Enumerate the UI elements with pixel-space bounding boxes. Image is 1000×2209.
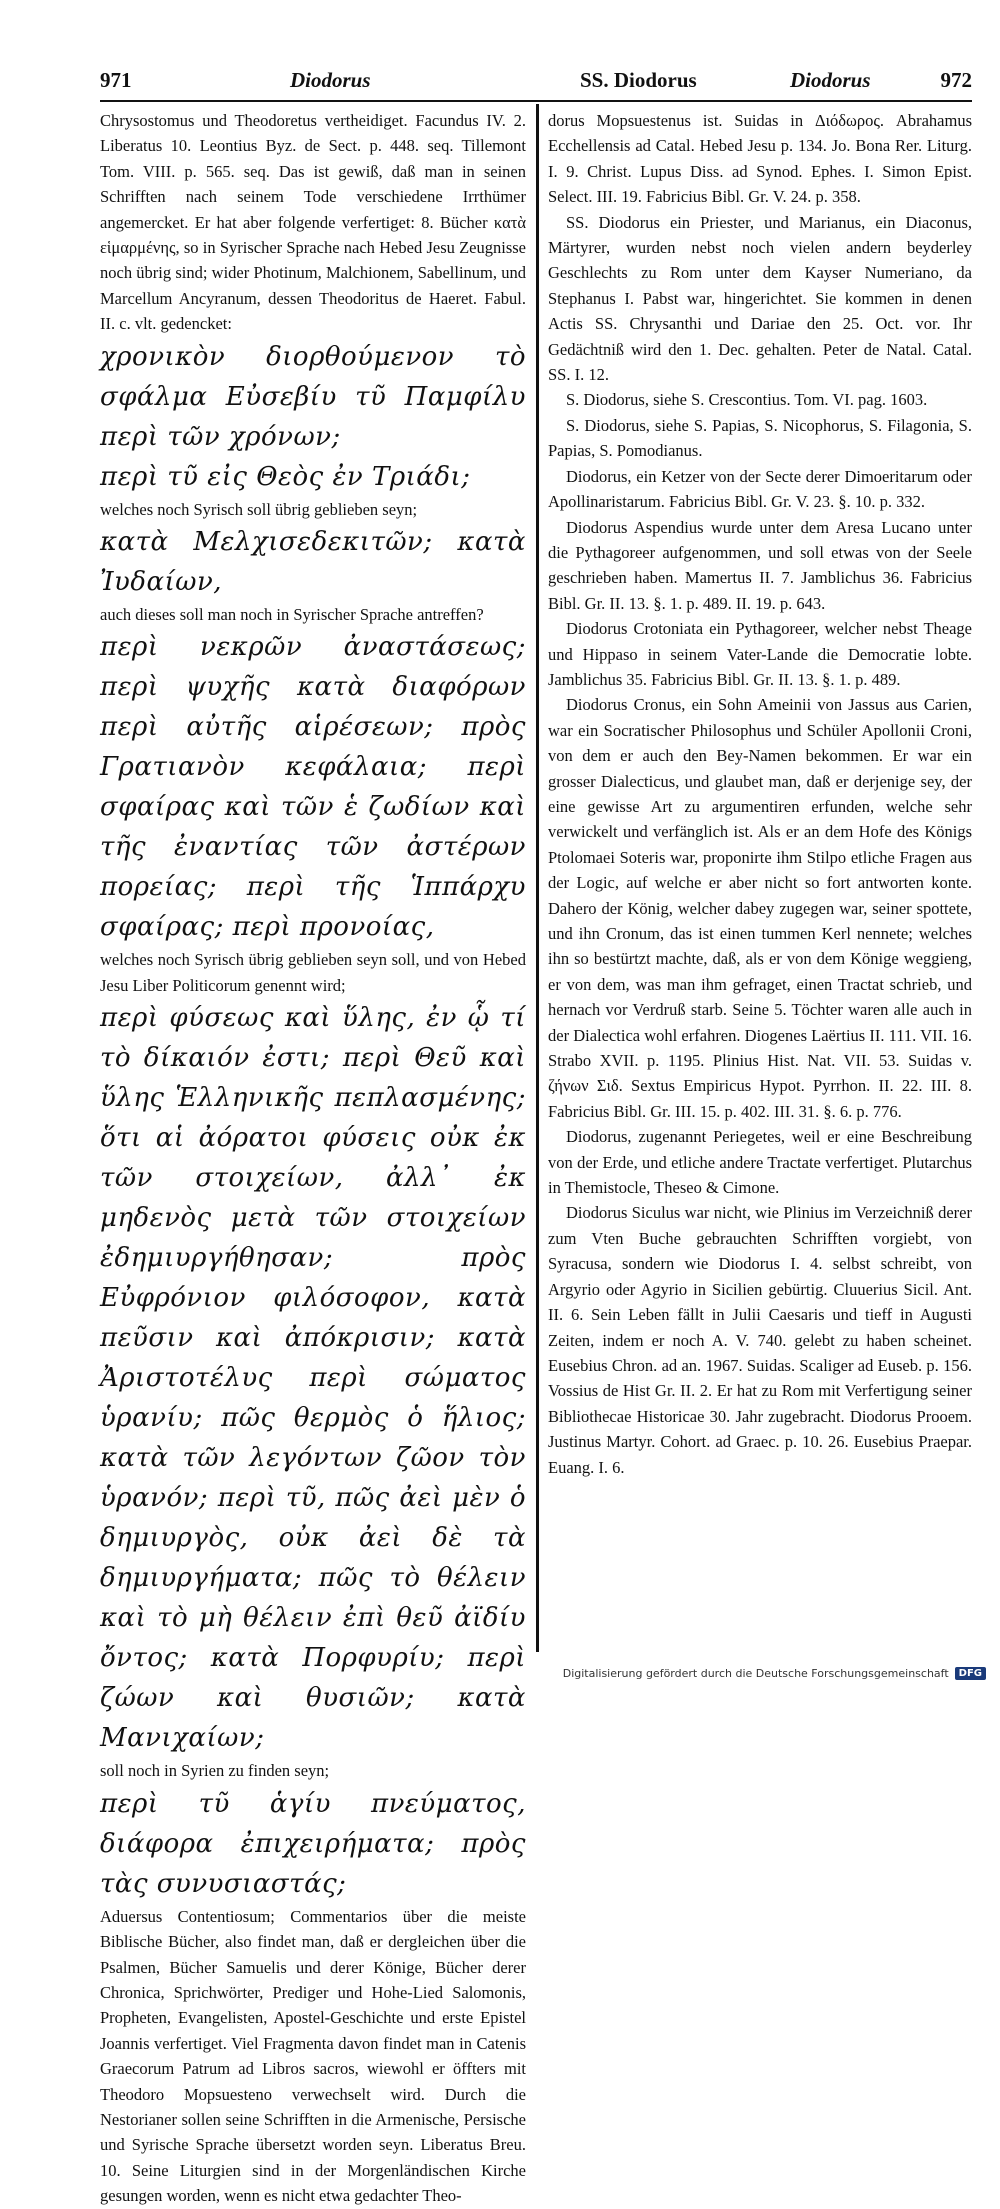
running-title-left: Diodorus	[290, 68, 371, 92]
text-paragraph: Aduersus Contentiosum; Commentarios über die meiste Biblische Bücher, also findet man, daß er dergleichen über die Psalmen, Bücher Samuelis und derer Könige, Bücher derer Chronica, Sprichwörter, Prediger und Hohe-Lied Salomonis, Propheten, Evangelisten, Apostel-Geschichte und erste Epistel Joannis verfertiget. Viel Fragmenta davon findet man in Catenis Graecorum Patrum ad Libros sacros, wiewohl er öffters mit Theodoro Mopsuesteno verwechselt wird. Durch die Nestorianer sollen seine Schrifften in die Armenische, Persische und Syrische Sprache übersetzt worden seyn. Liberatus Breu. 10. Seine Liturgien sind in der Morgenländischen Kirche gesungen worden, wenn es nicht etwa gedachter Theo-	[100, 1906, 526, 2206]
greek-passage: περὶ τῦ ἁγίυ πνεύματος, διάφορα ἐπιχειρήματα; πρὸς τὰς συνυσιαστάς;	[100, 1788, 526, 1899]
left-column	[100, 108, 526, 2206]
text-paragraph: dorus Mopsuestenus ist. Suidas in Διόδωρος. Abrahamus Ecchellensis ad Catal. Hebed Jesu p. 134. Jo. Bona Rer. Liturg. I. 9. Christ. Lupus Diss. ad Synod. Ephes. I. Simon Epist. Select. III. 19. Fabricius Bibl. Gr. V. 24. p. 358.	[548, 111, 972, 207]
page-header	[100, 66, 972, 102]
running-title-right: Diodorus	[790, 68, 871, 92]
dfg-logo: DFG	[955, 1667, 986, 1680]
entry-paragraph: SS. Diodorus ein Priester, und Marianus, ein Diaconus, Märtyrer, wurden nebst noch vielen andern beyderley Geschlechts zu Rom unter dem Kayser Numeriano, da Stephanus I. Pabst war, hingerichtet. Sie kommen in denen Actis SS. Chrysanthi und Dariae den 25. Oct. vor. Ihr Gedächtniß wird den 1. Dec. gehalten. Peter de Natal. Catal. SS. I. 12.	[548, 212, 972, 385]
entry-paragraph: Diodorus Aspendius wurde unter dem Aresa Lucano unter die Pythagoreer aufgenommen, und soll etwas von der Seele geschrieben haben. Mamertus II. 7. Jamblichus 36. Fabricius Bibl. Gr. II. 13. §. 1. p. 489. II. 19. p. 643.	[548, 517, 972, 613]
text-paragraph: welches noch Syrisch übrig geblieben seyn soll, und von Hebed Jesu Liber Politicorum genennt wird;	[100, 950, 526, 995]
entry-paragraph: Diodorus, ein Ketzer von der Secte derer Dimoeritarum oder Apollinaristarum. Fabricius Bibl. Gr. V. 23. §. 10. p. 332.	[548, 466, 972, 512]
column-divider	[536, 104, 539, 1652]
text-paragraph: soll noch in Syrien zu finden seyn;	[100, 1761, 330, 1781]
greek-passage: περὶ νεκρῶν ἀναστάσεως; περὶ ψυχῆς κατὰ διαφόρων περὶ αὐτῆς αἱρέσεων; πρὸς Γρατιανὸν κεφάλαια; περὶ σφαίρας καὶ τῶν ἑ ζωδίων καὶ τῆς ἐναντίας τῶν ἀστέρων πορείας; περὶ τῆς Ἱππάρχυ σφαίρας; περὶ προνοίας,	[100, 632, 526, 943]
entry-paragraph: S. Diodorus, siehe S. Crescontius. Tom. VI. pag. 1603.	[566, 390, 928, 410]
greek-passage: περὶ τῦ εἰς Θεὸς ἐν Τριάδι;	[100, 461, 471, 492]
entry-paragraph: Diodorus, zugenannt Periegetes, weil er eine Beschreibung von der Erde, und etliche andere Tractate verfertiget. Plutarchus in Themistocle, Theseo & Cimone.	[548, 1127, 972, 1198]
text-paragraph: Chrysostomus und Theodoretus vertheidiget. Facundus IV. 2. Liberatus 10. Leontius Byz. de Sect. p. 448. seq. Tillemont Tom. VIII. p. 565. seq. Das ist gewiß, daß man in seinen Schrifften nach seinem Tode verschiedene Irrthümer angemercket. Er hat aber folgende verfertiget: 8. Bücher κατὰ εἱμαρμένης, so in Syrischer Sprache nach Hebed Jesu Zeugnisse noch übrig sind; wider Photinum, Malchionem, Sabellinum, und Marcellum Ancyranum, dessen Theodoritus de Haeret. Fabul. II. c. vlt. gedencket:	[100, 111, 526, 334]
footer-credit: Digitalisierung gefördert durch die Deutsche Forschungsgemeinschaft	[562, 1667, 949, 1680]
greek-passage: κατὰ Μελχισεδεκιτῶν; κατὰ Ἰυδαίων,	[100, 527, 526, 598]
entry-paragraph: Diodorus Siculus war nicht, wie Plinius im Verzeichniß derer zum Vten Buche gebrauchten Schrifften vorgiebt, von Syracusa, sondern wie Diodorus I. 4. selbst schreibt, von Argyrio oder Agyrio in Sicilien gebürtig. Cluuerius Sicil. Ant. II. 6. Sein Leben fällt in Julii Caesaris und tieff in Augusti Zeiten, indem er noch A. V. 740. gelebt zu haben scheinet. Eusebius Chron. ad an. 1967. Suidas. Scaliger ad Euseb. p. 156. Vossius de Hist Gr. II. 2. Er hat zu Rom mit Verfertigung seiner Bibliothecae Historicae 30. Jahr zugebracht. Diodorus Prooem. Justinus Martyr. Cohort. ad Graec. p. 10. 26. Eusebius Praepar. Euang. I. 6.	[548, 1203, 972, 1477]
page-footer	[563, 1667, 986, 1680]
entry-paragraph: S. Diodorus, siehe S. Papias, S. Nicophorus, S. Filagonia, S. Papias, S. Pomodianus.	[548, 415, 972, 461]
right-column	[548, 108, 972, 1648]
page-number-left: 971	[100, 68, 132, 92]
text-paragraph: auch dieses soll man noch in Syrischer Sprache antreffen?	[100, 605, 484, 625]
greek-passage: περὶ φύσεως καὶ ὕλης, ἐν ᾧ τί τὸ δίκαιόν ἐστι; περὶ Θεῦ καὶ ὕλης Ἑλληνικῆς πεπλασμένης; ὅτι αἱ ἀόρατοι φύσεις οὐκ ἐκ τῶν στοιχείων, ἀλλ᾽ ἐκ μηδενὸς μετὰ τῶν στοιχείων ἐδημιυργήθησαν; πρὸς Εὐφρόνιον φιλόσοφον, κατὰ πεῦσιν καὶ ἀπόκρισιν; κατὰ Ἀριστοτέλυς περὶ σώματος ὑρανίυ; πῶς θερμὸς ὁ ἥλιος; κατὰ τῶν λεγόντων ζῶον τὸν ὑρανόν; περὶ τῦ, πῶς ἀεὶ μὲν ὁ δημιυργὸς, οὐκ ἀεὶ δὲ τὰ δημιυργήματα; πῶς τὸ θέλειν καὶ τὸ μὴ θέλειν ἐπὶ θεῦ ἀϊδίυ ὄντος; κατὰ Πορφυρίυ; περὶ ζώων καὶ θυσιῶν; κατὰ Μανιχαίων;	[100, 1003, 526, 1754]
entry-paragraph: Diodorus Crotoniata ein Pythagoreer, welcher nebst Theage und Hippaso in seinem Vater-Lande die Democratie lobte. Jamblichus 35. Fabricius Bibl. Gr. II. 13. §. 1. p. 489.	[548, 619, 972, 689]
text-paragraph: welches noch Syrisch soll übrig geblieben seyn;	[100, 499, 418, 519]
running-title-center: SS. Diodorus	[580, 68, 697, 92]
entry-paragraph: Diodorus Cronus, ein Sohn Ameinii von Jassus aus Carien, war ein Socratischer Philosophus und Schüler Apollonii Croni, von dem er auch den Bey-Namen bekommen. Er war ein grosser Dialecticus, und glaubet man, daß er derjenige sey, der eine gewisse Art zu argumentiren erfunden, welche sehr verwickelt und verfänglich ist. Als er an dem Hofe des Königs Ptolomaei Soteris war, proponirte ihm Stilpo etliche Fragen aus der Logic, auf welche er aber nicht so fort antworten konte. Dahero der König, welcher dabey zugegen war, seiner spottete, und ihn Cronum, das ist einen tummen Kerl nennete; welches ihn so bestürtzt machte, daß, als er von dem Könige weggieng, er von dem, was man ihm gefraget, einen Tractat schrieb, und hernach vor Verdruß starb. Seine 5. Töchter waren alle auch in der Dialectica wohl erfahren. Diogenes Laërtius II. 111. VII. 16. Strabo XVII. p. 1195. Plinius Hist. Nat. VII. 53. Suidas v. ζήνων Σιδ. Sextus Empiricus Hypot. Pyrrhon. II. 22. III. 8. Fabricius Bibl. Gr. III. 15. p. 402. III. 31. §. 6. p. 776.	[548, 695, 972, 1121]
greek-passage: χρονικὸν διορθούμενον τὸ σφάλμα Εὐσεβίυ τῦ Παμφίλυ περὶ τῶν χρόνων;	[100, 341, 526, 452]
page-number-right: 972	[940, 68, 972, 92]
